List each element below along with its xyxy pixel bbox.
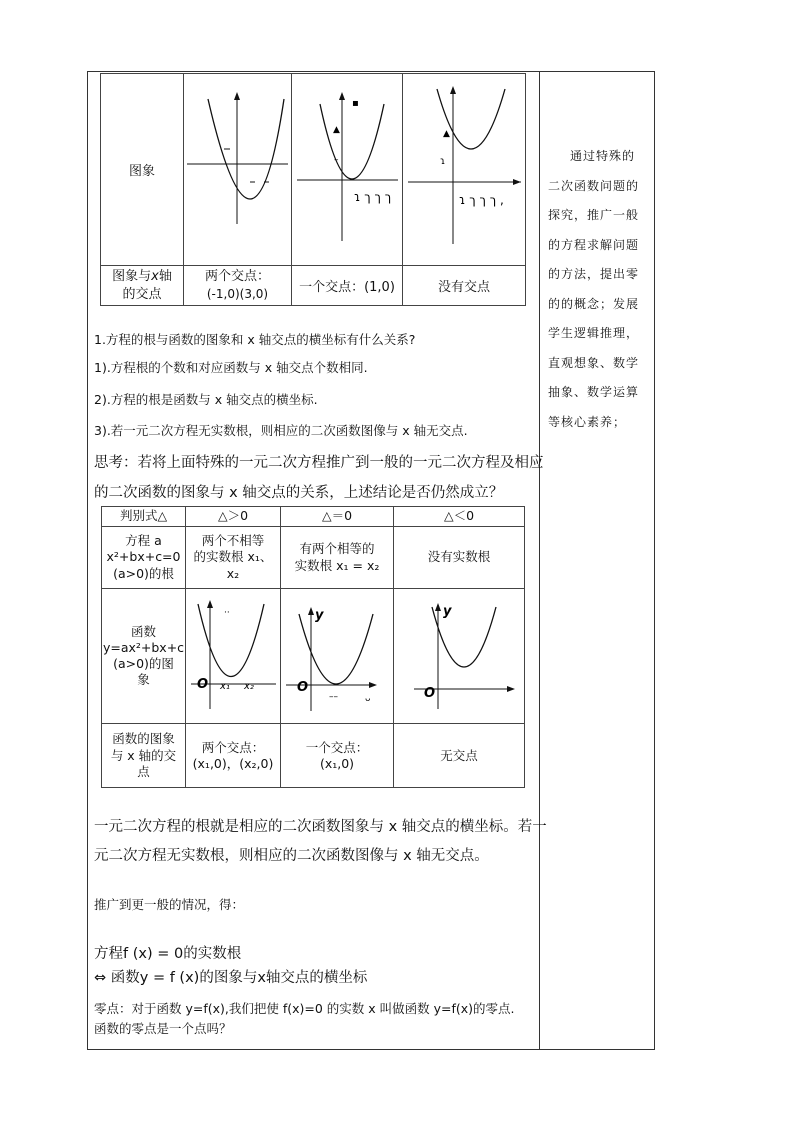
column-divider [539, 71, 540, 1050]
conclusion-line-1: 一元二次方程的根就是相应的二次函数图象与 x 轴交点的横坐标。若一 [94, 819, 547, 835]
svg-text:▲: ▲ [443, 129, 450, 139]
origin-label: O [424, 686, 436, 701]
note-line: 的方法，提出零 [548, 267, 640, 281]
header-discriminant: 判别式△ [102, 507, 186, 527]
origin-label: O [297, 680, 309, 695]
svg-text:––: –– [329, 692, 338, 702]
note-line: 等核心素养； [548, 414, 627, 429]
answer-2: 2).方程的根是函数与 x 轴交点的横坐标. [94, 392, 318, 407]
intersections-none: 无交点 [394, 724, 525, 788]
formula-line-2: ⇔ 函数y = f (x)的图象与x轴交点的横坐标 [94, 970, 368, 986]
roots-two-equal: 有两个相等的 实数根 x₁ = x₂ [281, 527, 394, 589]
y-axis-label: y [315, 608, 324, 623]
svg-text:ɿ ך ך ך: ɿ ך ך ך [354, 190, 392, 204]
x1-label: x₁ [220, 681, 230, 692]
note-line: 的的概念；发展 [548, 296, 640, 311]
zero-point-definition: 零点：对于函数 y=f(x),我们把使 f(x)=0 的实数 x 叫做函数 y=f(x)的零点. [94, 1001, 515, 1016]
answer-3: 3).若一元二次方程无实数根，则相应的二次函数图像与 x 轴无交点. [94, 423, 468, 438]
equivalence-symbol: ⇔ [94, 970, 107, 986]
svg-text:ᴗ: ᴗ [365, 694, 371, 704]
answer-1: 1).方程根的个数和对应函数与 x 轴交点个数相同. [94, 360, 368, 375]
generalize-text: 推广到更一般的情况，得： [94, 897, 245, 912]
note-line: 的方程求解问题 [548, 237, 640, 252]
roots-none: 没有实数根 [394, 527, 525, 589]
svg-text:▲: ▲ [333, 125, 340, 135]
graph-negative [394, 589, 525, 724]
note-line: 直观想象、数学 [548, 355, 640, 370]
svg-text:··: ·· [224, 608, 230, 618]
note-line: 通过特殊的 [570, 149, 636, 163]
svg-text:▪: ▪ [352, 98, 359, 109]
conclusion-line-2: 元二次方程无实数根，则相应的二次函数图像与 x 轴无交点。 [94, 848, 489, 864]
formula-line-1: 方程f (x) = 0的实数根 [94, 946, 242, 962]
parabola-two-intersections [184, 74, 291, 261]
parabola-delta-positive [186, 589, 280, 719]
x2-label: x₂ [244, 681, 254, 692]
discriminant-table [101, 506, 525, 788]
parabola-delta-negative [394, 589, 524, 719]
graph-zero [281, 589, 394, 724]
row-label-graph: 图象 [101, 74, 184, 266]
parabola-one-intersection [292, 74, 402, 261]
graph-two-roots [184, 74, 292, 266]
intersections-one: 一个交点： (x₁,0) [281, 724, 394, 788]
graph-positive [186, 589, 281, 724]
svg-text:ɿ: ɿ [440, 156, 446, 167]
graph-no-root [403, 74, 526, 266]
cell-two-intersections: 两个交点： (-1,0)(3,0) [184, 266, 292, 306]
header-zero: △＝0 [281, 507, 394, 527]
svg-text:–: – [334, 155, 339, 165]
question-1: 1.方程的根与函数的图象和 x 轴交点的横坐标有什么关系? [94, 332, 416, 347]
svg-text:ɿ ך ך ך ,: ɿ ך ך ך , [459, 193, 504, 207]
row-label-intersection: 图象与x轴 的交点 [101, 266, 184, 306]
teaching-intent-note [548, 142, 646, 437]
cell-no-intersection: 没有交点 [403, 266, 526, 306]
note-line: 二次函数问题的 [548, 178, 640, 193]
header-negative: △＜0 [394, 507, 525, 527]
intersections-two: 两个交点： (x₁,0)，(x₂,0) [186, 724, 281, 788]
header-positive: △＞0 [186, 507, 281, 527]
parabola-delta-zero [281, 589, 393, 719]
note-line: 抽象、数学运算 [548, 385, 640, 399]
parabola-no-intersection [403, 74, 525, 261]
note-line: 学生逻辑推理， [548, 326, 640, 340]
cell-one-intersection: 一个交点：(1,0) [292, 266, 403, 306]
graph-table [100, 73, 526, 306]
origin-label: O [197, 677, 209, 692]
think-line-1: 思考：若将上面特殊的一元二次方程推广到一般的一元二次方程及相应 [94, 455, 544, 471]
think-line-2: 的二次函数的图象与 x 轴交点的关系，上述结论是否仍然成立？ [94, 485, 504, 501]
row-label-function: 函数 y=ax²+bx+c (a>0)的图 象 [102, 589, 186, 724]
row-label-equation: 方程 a x²+bx+c=0 (a>0)的根 [102, 527, 186, 589]
graph-one-root [292, 74, 403, 266]
note-line: 探究，推广一般 [548, 208, 640, 222]
row-label-intersection2: 函数的图象 与 x 轴的交 点 [102, 724, 186, 788]
y-axis-label: y [443, 604, 452, 619]
zero-point-question: 函数的零点是一个点吗？ [94, 1021, 232, 1036]
roots-two-distinct: 两个不相等 的实数根 x₁、 x₂ [186, 527, 281, 589]
